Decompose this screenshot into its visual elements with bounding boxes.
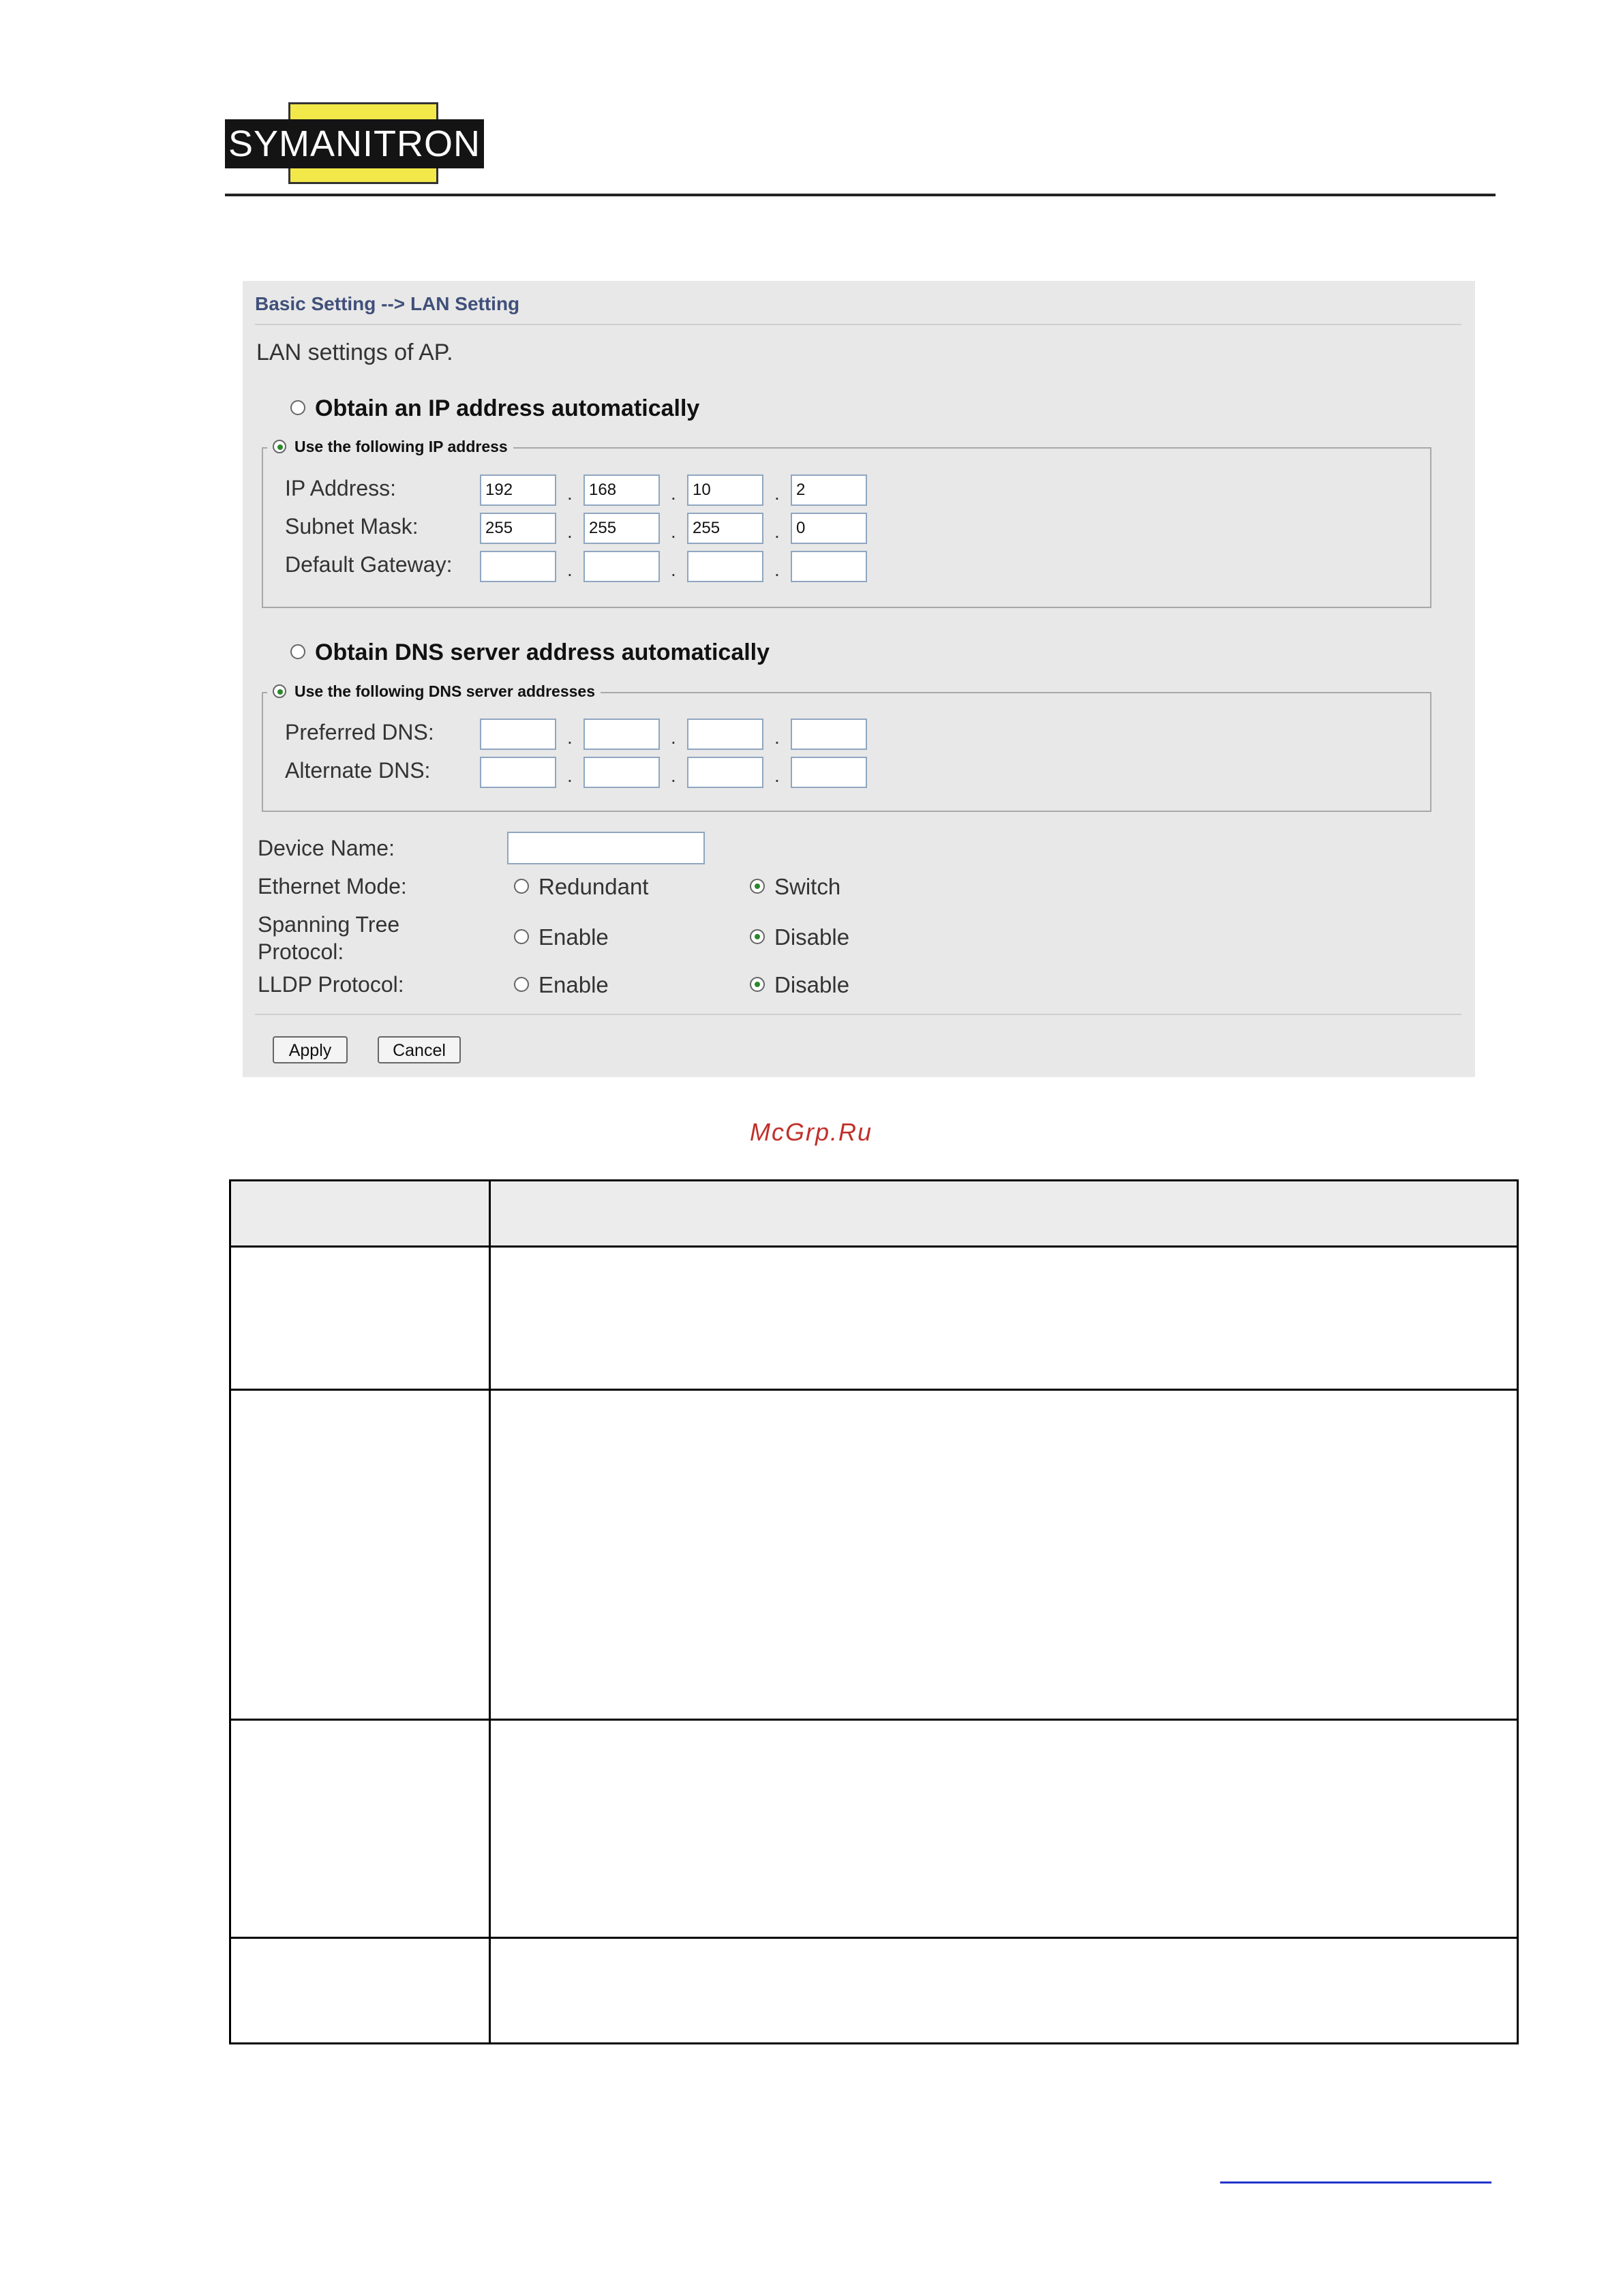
ip-auto-option[interactable]: [290, 395, 699, 422]
alternate-dns-octet-2[interactable]: [583, 757, 660, 788]
dns-manual-option[interactable]: [267, 682, 601, 701]
table-row: [230, 1247, 1518, 1390]
preferred-dns-octet-2[interactable]: [583, 719, 660, 750]
table-cell: [230, 1390, 490, 1720]
dns-auto-label: Obtain DNS server address automatically: [315, 639, 770, 665]
table-row: [230, 1390, 1518, 1720]
preferred-dns-octet-1[interactable]: [480, 719, 556, 750]
apply-button[interactable]: Apply: [273, 1036, 348, 1063]
ethernet-mode-switch-label: Switch: [774, 874, 841, 899]
subnet-mask-octet-2[interactable]: 255: [583, 513, 660, 544]
octet-separator: .: [567, 765, 573, 786]
ip-address-octet-3[interactable]: 10: [687, 474, 763, 506]
page-intro: LAN settings of AP.: [256, 339, 453, 365]
logo-text: SYMANITRON: [228, 123, 481, 164]
table-row: [230, 1720, 1518, 1938]
ip-address-label: IP Address:: [285, 476, 397, 500]
lldp-disable[interactable]: [750, 972, 849, 998]
dns-auto-radio[interactable]: [290, 644, 305, 659]
ip-manual-label: Use the following IP address: [294, 438, 508, 455]
stp-enable-radio[interactable]: [514, 929, 529, 944]
lldp-disable-label: Disable: [774, 972, 850, 997]
octet-separator: .: [567, 483, 573, 504]
subnet-mask-octet-4[interactable]: 0: [791, 513, 867, 544]
lldp-disable-radio[interactable]: [750, 977, 765, 992]
octet-separator: .: [671, 765, 676, 786]
dns-manual-label: Use the following DNS server addresses: [294, 682, 595, 700]
octet-separator: .: [774, 765, 780, 786]
table-cell: [490, 1247, 1518, 1390]
octet-separator: .: [671, 727, 676, 748]
buttons-divider: [255, 1014, 1461, 1015]
subnet-mask-octet-3[interactable]: 255: [687, 513, 763, 544]
default-gateway-octet-2[interactable]: [583, 551, 660, 582]
breadcrumb-divider: [255, 324, 1461, 325]
dns-auto-option[interactable]: [290, 639, 770, 666]
ip-address-octet-2[interactable]: 168: [583, 474, 660, 506]
lldp-enable-label: Enable: [539, 972, 609, 997]
brand-logo: [225, 102, 484, 184]
table-row: [230, 1938, 1518, 2044]
table-cell: [490, 1390, 1518, 1720]
lldp-enable-radio[interactable]: [514, 977, 529, 992]
lldp-label: LLDP Protocol:: [258, 972, 404, 997]
octet-separator: .: [774, 483, 780, 504]
octet-separator: .: [567, 727, 573, 748]
octet-separator: .: [567, 559, 573, 580]
octet-separator: .: [567, 521, 573, 542]
octet-separator: .: [774, 521, 780, 542]
octet-separator: .: [671, 521, 676, 542]
table-cell: [490, 1938, 1518, 2044]
ip-auto-label: Obtain an IP address automatically: [315, 395, 700, 421]
alternate-dns-octet-1[interactable]: [480, 757, 556, 788]
footer-link-underline[interactable]: [1220, 2181, 1491, 2184]
dns-manual-fieldset: [262, 692, 1431, 812]
table-header-cell: [230, 1181, 490, 1247]
subnet-mask-label: Subnet Mask:: [285, 514, 419, 539]
description-table: [229, 1179, 1519, 2044]
alternate-dns-octet-3[interactable]: [687, 757, 763, 788]
table-header-row: [230, 1181, 1518, 1247]
alternate-dns-label: Alternate DNS:: [285, 758, 431, 783]
ip-manual-option[interactable]: [267, 438, 513, 456]
ip-auto-radio[interactable]: [290, 400, 305, 415]
table-cell: [230, 1247, 490, 1390]
preferred-dns-octet-3[interactable]: [687, 719, 763, 750]
header-divider: [225, 194, 1496, 196]
octet-separator: .: [774, 727, 780, 748]
subnet-mask-octet-1[interactable]: 255: [480, 513, 556, 544]
lldp-enable[interactable]: [514, 972, 609, 998]
preferred-dns-label: Preferred DNS:: [285, 720, 434, 744]
ip-address-octet-4[interactable]: 2: [791, 474, 867, 506]
stp-enable-label: Enable: [539, 924, 609, 950]
preferred-dns-octet-4[interactable]: [791, 719, 867, 750]
octet-separator: .: [671, 483, 676, 504]
ethernet-mode-redundant-label: Redundant: [539, 874, 649, 899]
default-gateway-octet-3[interactable]: [687, 551, 763, 582]
stp-enable[interactable]: [514, 924, 609, 950]
lan-setting-panel: [243, 281, 1475, 1077]
default-gateway-octet-4[interactable]: [791, 551, 867, 582]
device-name-input[interactable]: [507, 832, 705, 864]
ethernet-mode-label: Ethernet Mode:: [258, 874, 407, 898]
table-cell: [490, 1720, 1518, 1938]
octet-separator: .: [671, 559, 676, 580]
ip-manual-radio[interactable]: [273, 440, 286, 453]
breadcrumb: Basic Setting --> LAN Setting: [255, 293, 520, 314]
stp-disable-radio[interactable]: [750, 929, 765, 944]
default-gateway-label: Default Gateway:: [285, 552, 453, 577]
cancel-button[interactable]: Cancel: [378, 1036, 461, 1063]
watermark: McGrp.Ru: [749, 1118, 873, 1146]
octet-separator: .: [774, 559, 780, 580]
ip-address-octet-1[interactable]: 192: [480, 474, 556, 506]
stp-disable[interactable]: [750, 924, 849, 950]
ethernet-mode-switch[interactable]: [750, 874, 840, 900]
table-header-cell: [490, 1181, 1518, 1247]
stp-label: Spanning Tree Protocol:: [258, 912, 400, 964]
ethernet-mode-redundant[interactable]: [514, 874, 648, 900]
alternate-dns-octet-4[interactable]: [791, 757, 867, 788]
ethernet-mode-switch-radio[interactable]: [750, 879, 765, 894]
table-cell: [230, 1938, 490, 2044]
default-gateway-octet-1[interactable]: [480, 551, 556, 582]
dns-manual-radio[interactable]: [273, 684, 286, 698]
stp-disable-label: Disable: [774, 924, 850, 950]
ethernet-mode-redundant-radio[interactable]: [514, 879, 529, 894]
table-cell: [230, 1720, 490, 1938]
device-name-label: Device Name:: [258, 836, 395, 860]
